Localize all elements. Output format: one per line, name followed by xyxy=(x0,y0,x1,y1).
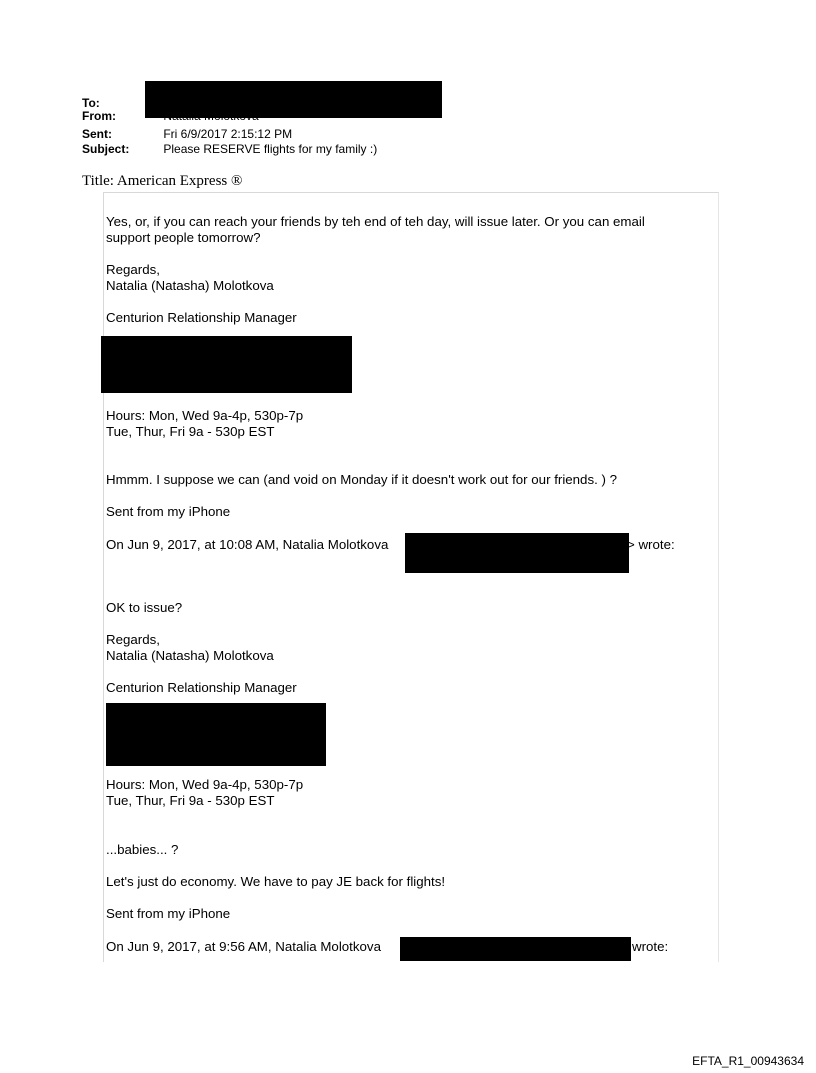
sig2-hours2: Tue, Thur, Fri 9a - 530p EST xyxy=(106,793,275,808)
para1-line2: support people tomorrow? xyxy=(106,230,261,245)
document-title: Title: American Express ® xyxy=(82,173,243,189)
quote1-prefix: On Jun 9, 2017, at 10:08 AM, Natalia Molotkova xyxy=(106,537,389,552)
sig1-name: Natalia (Natasha) Molotkova xyxy=(106,278,274,293)
quote2-prefix: On Jun 9, 2017, at 9:56 AM, Natalia Molotkova xyxy=(106,939,381,954)
para4: ...babies... ? xyxy=(106,842,179,857)
sig2-name: Natalia (Natasha) Molotkova xyxy=(106,648,274,663)
para3: OK to issue? xyxy=(106,600,183,615)
to-label: To: xyxy=(82,96,100,110)
bates-number: EFTA_R1_00943634 xyxy=(692,1054,804,1068)
redaction-sig1 xyxy=(101,336,352,393)
redaction-quote1 xyxy=(405,533,629,573)
sent-label: Sent: xyxy=(82,127,112,141)
subject-label: Subject: xyxy=(82,142,130,156)
sent-from-2: Sent from my iPhone xyxy=(106,906,231,921)
sig2-regards: Regards, xyxy=(106,632,160,647)
sent-row xyxy=(82,128,292,141)
from-label: From: xyxy=(82,109,116,123)
sig2-title: Centurion Relationship Manager xyxy=(106,680,297,695)
quote2-suffix: wrote: xyxy=(632,939,669,954)
subject-row xyxy=(82,143,377,156)
sig1-regards: Regards, xyxy=(106,262,160,277)
para1-line1: Yes, or, if you can reach your friends by teh end of teh day, will issue later. Or you can email xyxy=(106,214,645,229)
sig1-hours1: Hours: Mon, Wed 9a-4p, 530p-7p xyxy=(106,408,304,423)
sig2-hours1: Hours: Mon, Wed 9a-4p, 530p-7p xyxy=(106,777,304,792)
subject-value: Please RESERVE flights for my family :) xyxy=(163,142,378,156)
quote1-suffix: > wrote: xyxy=(627,537,675,552)
message-frame xyxy=(103,192,719,962)
sig1-hours2: Tue, Thur, Fri 9a - 530p EST xyxy=(106,424,275,439)
redaction-header xyxy=(145,81,442,118)
sent-from-1: Sent from my iPhone xyxy=(106,504,231,519)
para5: Let's just do economy. We have to pay JE back for flights! xyxy=(106,874,446,889)
para2: Hmmm. I suppose we can (and void on Monday if it doesn't work out for our friends. ) ? xyxy=(106,472,618,487)
sent-value: Fri 6/9/2017 2:15:12 PM xyxy=(163,127,293,141)
redaction-sig2 xyxy=(106,703,326,766)
sig1-title: Centurion Relationship Manager xyxy=(106,310,297,325)
redaction-quote2 xyxy=(400,937,631,961)
